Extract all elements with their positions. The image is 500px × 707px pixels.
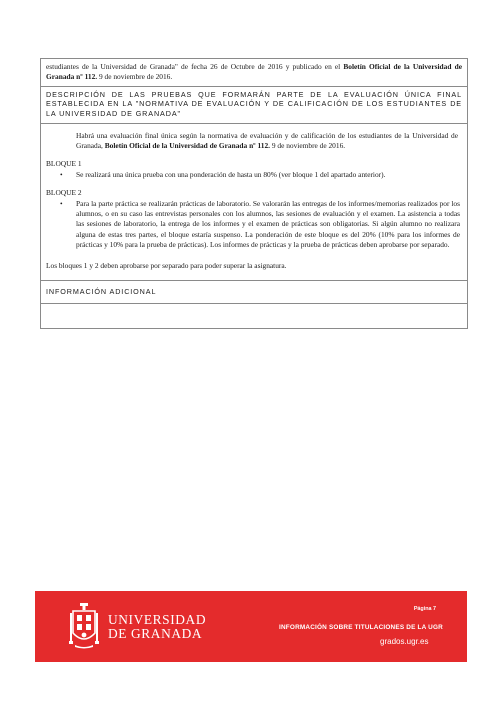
bloque1-item-text: Se realizará una única prueba con una ponderación de hasta un 80% (ver bloque 1 del apartado anterior).: [76, 169, 386, 179]
bloque2-item: [46, 199, 462, 251]
top-cell-text-a: estudiantes de la Universidad de Granada" de fecha 26 de Octubre de 2016 y publicado en el: [46, 62, 344, 71]
university-name-line1: UNIVERSIDAD: [108, 612, 207, 627]
page-number: Página 7: [413, 606, 436, 612]
desc-content: [41, 124, 467, 280]
university-name: [108, 613, 206, 641]
university-name-line2: DE GRANADA: [108, 626, 203, 641]
desc-content-row: [40, 124, 468, 281]
top-cell: [40, 58, 468, 87]
footer-banner: [35, 591, 467, 662]
bullet-icon: •: [60, 169, 63, 179]
desc-intro-b: 9 de noviembre de 2016.: [270, 141, 346, 150]
info-content: [41, 304, 467, 328]
desc-intro-bold: Boletín Oficial de la Universidad de Granada nº 112.: [104, 141, 270, 150]
desc-intro-a: Habrá una evaluación final única según la normativa de evaluación y de calificación de los estudiantes de la Universidad de Granada,: [76, 130, 458, 150]
info-heading: INFORMACIÓN ADICIONAL: [46, 287, 157, 297]
university-crest-icon: [69, 603, 99, 649]
info-heading-row: [40, 281, 468, 304]
bloque2-item-text: Para la parte práctica se realizarán prácticas de laboratorio. Se valorarán las entregas de los informes/memorias realizados por los alumnos, o en su caso las entrevistas personales con los alumnos, las sesiones de evaluación y el examen. La asistencia a todas las sesiones de laboratorio, la entrega de los informes y el examen de prácticas son obligatorias. Si algún alumno no realizara alguna de estas tres partes, el bloque estaría suspenso. La ponderación de este bloque es del 20% (10% para los informes de prácticas y 10% para la prueba de prácticas). Los informes de prácticas y la prueba de prácticas deben aprobarse por separado.: [76, 198, 460, 250]
bloque1-list: [46, 170, 462, 180]
bloque2-title: BLOQUE 2: [46, 188, 82, 198]
bullet-icon: •: [60, 198, 63, 208]
info-content-row: [40, 304, 468, 329]
info-titulaciones: INFORMACIÓN SOBRE TITULACIONES DE LA UGR: [279, 624, 443, 631]
bloque1-title: BLOQUE 1: [46, 159, 82, 169]
desc-heading: DESCRIPCIÓN DE LAS PRUEBAS QUE FORMARÁN PARTE DE LA EVALUACIÓN ÚNICA FINAL ESTABLECIDA EN LA "NORMATIVA DE EVALUACIÓN Y DE CALIFICACIÓN DE LOS ESTUDIANTES DE LA UNIVERSIDAD DE GRANADA": [46, 89, 462, 118]
top-cell-bold: Boletín Oficial de la Universidad de Granada nº 112.: [46, 62, 462, 82]
bloque2-list: [46, 199, 462, 251]
guide-table: [40, 58, 468, 329]
top-cell-text-b: 9 de noviembre de 2016.: [97, 72, 173, 82]
desc-closing: Los bloques 1 y 2 deben aprobarse por separado para poder superar la asignatura.: [46, 260, 287, 270]
top-cell-text: [41, 59, 467, 86]
website-link[interactable]: grados.ugr.es: [380, 637, 429, 646]
spacer: [46, 271, 462, 277]
desc-intro: [46, 131, 462, 152]
desc-heading-row: [40, 87, 468, 124]
bloque1-item: [46, 170, 462, 180]
